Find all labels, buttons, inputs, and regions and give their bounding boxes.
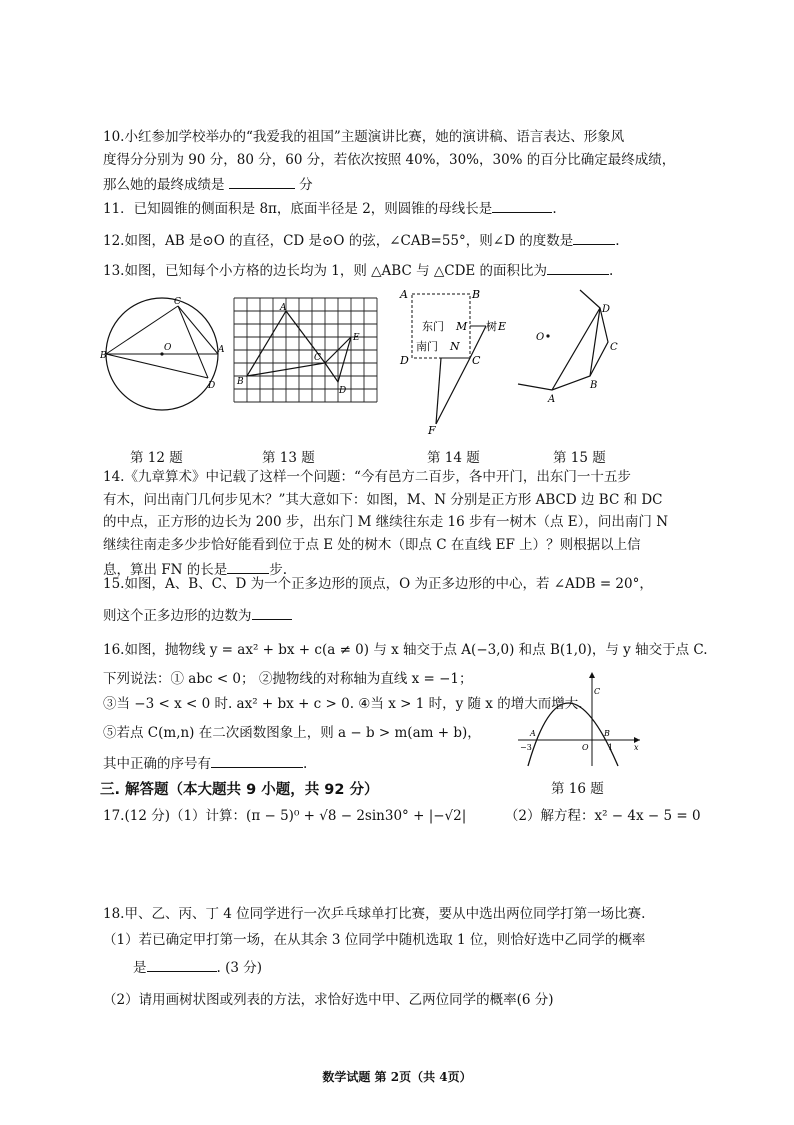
q18-line3: 是 <box>133 960 147 976</box>
answer-blank <box>573 232 615 245</box>
q14-line4: 继续往南走多少步恰好能看到位于点 E 处的树木（即点 C 在直线 EF 上）？则根据以上信 <box>103 536 641 553</box>
svg-text:A: A <box>400 288 408 301</box>
svg-text:C: C <box>174 297 181 307</box>
svg-text:N: N <box>450 340 460 353</box>
answer-blank <box>492 200 552 213</box>
q10-unit: 分 <box>299 177 313 193</box>
q10-line3: 那么她的最终成绩是 <box>103 177 225 193</box>
svg-text:C: C <box>594 687 601 696</box>
q17-part1: 17.(12 分)（1）计算：(π − 5)⁰ + √8 − 2sin30° + |−√2| <box>103 808 467 824</box>
question-10 <box>103 131 675 202</box>
q16-line5: 其中正确的序号有 <box>103 756 211 772</box>
svg-text:E: E <box>498 320 507 333</box>
caption-fig16: 第 16 题 <box>551 781 604 797</box>
question-16: 16.如图，抛物线 y = ax² + bx + c(a ≠ 0) 与 x 轴交于点 A(−3,0) 和点 B(1,0)，与 y 轴交于点 C. 下列说法：① abc < 0； ②抛物线的对称轴为直线 x = −1； ③当 −3 < x < 0 时. ax² + bx + c > 0. ④当 x > 1 时，y 随 x 的增大而增大. ⑤若点 C(m,n) 在二次函数图象上，则 a − b > m(am + b)， 其中正确的序号有 . <box>103 642 708 772</box>
svg-text:B: B <box>472 288 481 301</box>
svg-text:D: D <box>400 354 409 367</box>
question-18 <box>103 908 645 1016</box>
svg-text:C: C <box>314 353 321 363</box>
q13-text: 13.如图，已知每个小方格的边长均为 1，则 △ABC 与 △CDE 的面积比为 <box>103 263 548 279</box>
q16-line2: 下列说法：① abc < 0； ②抛物线的对称轴为直线 x = −1； <box>103 670 473 687</box>
svg-text:D: D <box>602 304 611 315</box>
svg-text:F: F <box>428 424 436 437</box>
section-heading: 三. 解答题（本大题共 9 小题，共 92 分） <box>100 782 379 798</box>
svg-text:A: A <box>280 303 287 313</box>
q14-unit: 步. <box>269 562 288 578</box>
svg-text:1: 1 <box>608 743 614 752</box>
svg-text:x: x <box>634 743 639 752</box>
q17-part2: （2）解方程：x² − 4x − 5 = 0 <box>504 808 701 824</box>
q10-line1: 10.小红参加学校举办的“我爱我的祖国”主题演讲比赛，她的演讲稿、语言表达、形象风 <box>103 129 625 145</box>
q12-text: 12.如图，AB 是⊙O 的直径，CD 是⊙O 的弦，∠CAB=55°，则∠D 的度数是 <box>103 233 574 249</box>
svg-text:B: B <box>604 729 610 738</box>
svg-text:A: A <box>548 394 556 405</box>
question-14 <box>103 471 668 587</box>
q15-line1: 15.如图，A、B、C、D 为一个正多边形的顶点，O 为正多边形的中心，若 ∠ADB = 20°， <box>103 576 653 592</box>
east-gate-label: 东门 <box>422 320 444 333</box>
answer-blank <box>229 176 295 189</box>
figure-15-polygon <box>512 284 638 408</box>
south-gate-label: 南门 <box>416 340 438 353</box>
svg-text:A: A <box>218 345 225 355</box>
figure-14-square-city <box>396 284 516 440</box>
q15-line2: 则这个正多边形的边数为 <box>103 607 252 624</box>
figure-13-grid <box>230 296 378 408</box>
svg-text:D: D <box>208 381 216 391</box>
question-11: 11．已知圆锥的侧面积是 8π，底面半径是 2，则圆锥的母线长是 . <box>103 201 557 217</box>
svg-text:C: C <box>610 342 618 353</box>
svg-text:E: E <box>353 333 360 343</box>
q18-line4: （2）请用画树状图或列表的方法，求恰好选中甲、乙两位同学的概率(6 分) <box>103 991 554 1008</box>
q10-line2: 度得分分别为 90 分，80 分，60 分，若依次按照 40%，30%，30% 的百分比确定最终成绩， <box>103 151 676 168</box>
answer-blank <box>211 755 303 768</box>
question-17 <box>103 810 701 824</box>
svg-text:O: O <box>164 343 172 353</box>
q14-line1: 14.《九章算术》中记载了这样一个问题：“今有邑方二百步，各中开门，出东门一十五步 <box>103 469 631 485</box>
svg-text:B: B <box>590 380 598 391</box>
answer-blank <box>227 561 269 574</box>
tree-label: 树 <box>486 320 497 333</box>
caption-fig12: 第 12 题 <box>130 450 183 466</box>
svg-text:−3: −3 <box>520 743 532 752</box>
q16-line1: 16.如图，抛物线 y = ax² + bx + c(a ≠ 0) 与 x 轴交于点 A(−3,0) 和点 B(1,0)，与 y 轴交于点 C. <box>103 642 708 658</box>
svg-text:O: O <box>536 332 545 343</box>
q16-line3: ③当 −3 < x < 0 时. ax² + bx + c > 0. ④当 x > 1 时，y 随 x 的增大而增大. <box>103 696 583 712</box>
figure-12-circle <box>100 296 226 416</box>
q16-line4: ⑤若点 C(m,n) 在二次函数图象上，则 a − b > m(am + b)， <box>103 724 481 741</box>
svg-text:A: A <box>530 729 536 738</box>
figure-16-parabola <box>514 670 644 770</box>
q14-line5: 息，算出 FN 的长是 <box>103 562 228 578</box>
question-15 <box>103 578 653 632</box>
svg-text:B: B <box>100 351 107 361</box>
answer-blank <box>147 959 217 972</box>
question-13: 13.如图，已知每个小方格的边长均为 1，则 △ABC 与 △CDE 的面积比为 . <box>103 263 614 279</box>
q14-line3: 的中点，正方形的边长为 200 步，出东门 M 继续往东走 16 步有一树木（点 E），问出南门 N <box>103 514 669 530</box>
svg-text:O: O <box>582 743 589 752</box>
q18-line1: 18.甲、乙、丙、丁 4 位同学进行一次乒乓球单打比赛，要从中选出两位同学打第一场比赛. <box>103 906 646 922</box>
caption-fig13: 第 13 题 <box>262 450 315 466</box>
svg-text:M: M <box>456 320 468 333</box>
q18-points: . (3 分) <box>216 960 262 976</box>
svg-text:C: C <box>472 354 481 367</box>
question-12: 12.如图，AB 是⊙O 的直径，CD 是⊙O 的弦，∠CAB=55°，则∠D 的度数是 . <box>103 233 620 249</box>
page-footer: 数学试题 第 2页（共 4页） <box>322 1070 472 1084</box>
caption-fig14: 第 14 题 <box>427 450 480 466</box>
q18-line2: （1）若已确定甲打第一场，在从其余 3 位同学中随机选取 1 位，则恰好选中乙同学的概率 <box>103 931 646 948</box>
q11-text: 11．已知圆锥的侧面积是 8π，底面半径是 2，则圆锥的母线长是 <box>103 201 493 217</box>
q14-line2: 有木，问出南门几何步见木？”其大意如下：如图，M、N 分别是正方形 ABCD 边 BC 和 DC <box>103 491 663 508</box>
svg-text:B: B <box>237 377 244 387</box>
answer-blank <box>547 262 609 275</box>
answer-blank <box>252 607 292 620</box>
svg-text:D: D <box>339 386 347 396</box>
caption-fig15: 第 15 题 <box>553 450 606 466</box>
